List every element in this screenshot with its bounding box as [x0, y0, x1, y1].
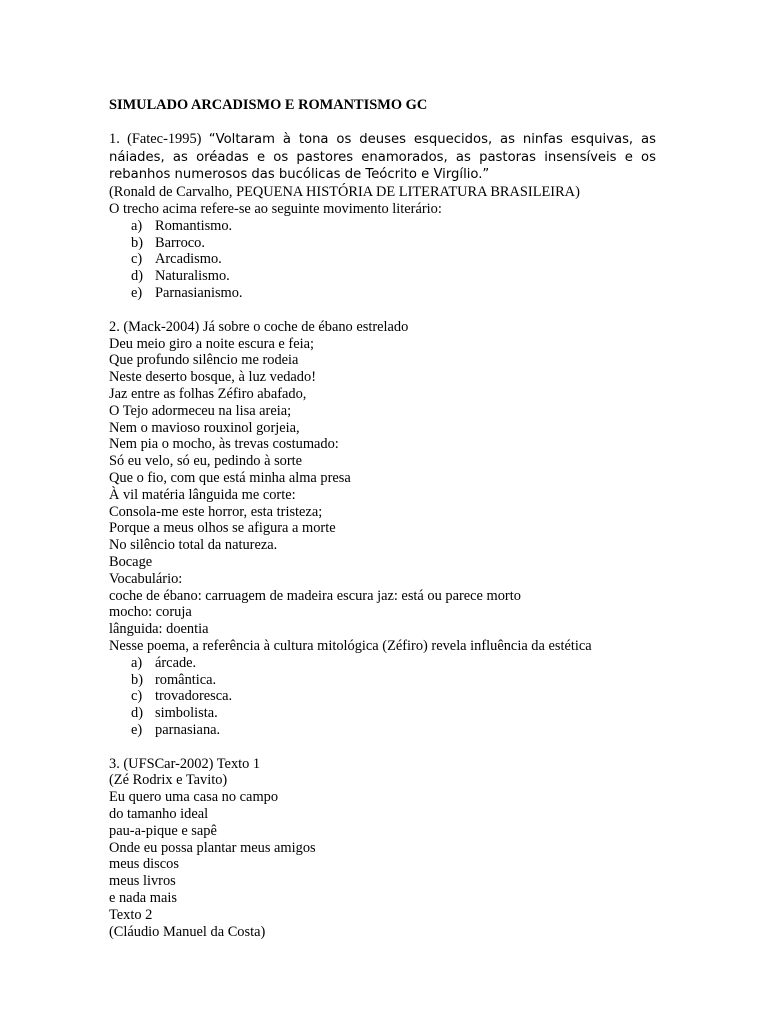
question-1-prompt: O trecho acima refere-se ao seguinte movimento literário:	[109, 200, 442, 217]
option-a	[109, 655, 656, 672]
option-d	[109, 268, 656, 285]
option-letter: e)	[131, 721, 143, 738]
text-heading: Texto 2	[109, 906, 153, 923]
option-text: Romantismo.	[155, 217, 233, 234]
vocabulary-entry: lânguida: doentia	[109, 621, 209, 638]
option-letter: c)	[131, 251, 143, 268]
spacer	[109, 302, 656, 319]
option-text: Parnasianismo.	[155, 284, 243, 301]
option-text: Barroco.	[155, 234, 205, 251]
option-letter: d)	[131, 268, 143, 285]
lyric-line: pau-a-pique e sapê	[109, 822, 217, 839]
option-text: parnasiana.	[155, 721, 221, 738]
poem-line: Porque a meus olhos se afigura a morte	[109, 520, 336, 537]
option-letter: e)	[131, 284, 143, 301]
question-3	[109, 756, 656, 941]
poem-line: No silêncio total da natureza.	[109, 537, 278, 554]
option-text: trovadoresca.	[155, 688, 233, 705]
question-2-options	[109, 655, 656, 739]
question-1-source: (Ronald de Carvalho, PEQUENA HISTÓRIA DE LITERATURA BRASILEIRA)	[109, 184, 580, 201]
lyric-line: Onde eu possa plantar meus amigos	[109, 839, 316, 856]
poem-author: Bocage	[109, 553, 153, 570]
poem-line: Neste deserto bosque, à luz vedado!	[109, 369, 316, 386]
poem-line: Que profundo silêncio me rodeia	[109, 352, 299, 369]
option-c	[109, 688, 656, 705]
poem-line: Só eu velo, só eu, pedindo à sorte	[109, 453, 303, 470]
question-1	[109, 131, 656, 302]
question-3-header: 3. (UFSCar-2002) Texto 1	[109, 755, 261, 772]
question-1-quote: “Voltaram à tona os deuses esquecidos, as ninfas esquivas, as náiades, as oréadas e os pastores enamorados, as pastoras insensíveis e os rebanhos numerosos das bucólicas de Teócrito e Virgílio.”	[109, 131, 656, 183]
lyric-line: do tamanho ideal	[109, 806, 209, 823]
option-b	[109, 672, 656, 689]
poem-line: Que o fio, com que está minha alma presa	[109, 469, 351, 486]
lyric-line: meus discos	[109, 856, 179, 873]
vocabulary-entry: coche de ébano: carruagem de madeira escura jaz: está ou parece morto	[109, 587, 521, 604]
poem-line: O Tejo adormeceu na lisa areia;	[109, 402, 292, 419]
option-e	[109, 285, 656, 302]
vocabulary-entry: mocho: coruja	[109, 604, 192, 621]
option-letter: b)	[131, 234, 143, 251]
poem-line: Nem o mavioso rouxinol gorjeia,	[109, 419, 300, 436]
poem-line: Deu meio giro a noite escura e feia;	[109, 335, 314, 352]
poem-line: 2. (Mack-2004) Já sobre o coche de ébano estrelado	[109, 318, 409, 335]
option-a	[109, 218, 656, 235]
document-title: SIMULADO ARCADISMO E ROMANTISMO GC	[109, 97, 428, 113]
spacer	[109, 114, 656, 131]
question-1-statement	[109, 131, 656, 184]
question-2-prompt: Nesse poema, a referência à cultura mitológica (Zéfiro) revela influência da estética	[109, 637, 592, 654]
lyric-line: Eu quero uma casa no campo	[109, 789, 279, 806]
option-b	[109, 235, 656, 252]
vocabulary-heading: Vocabulário:	[109, 570, 183, 587]
option-text: Arcadismo.	[155, 251, 222, 268]
lyric-line: meus livros	[109, 873, 176, 890]
option-text: simbolista.	[155, 705, 218, 722]
poem-line: Jaz entre as folhas Zéfiro abafado,	[109, 385, 307, 402]
poem-line: Consola-me este horror, esta tristeza;	[109, 503, 323, 520]
option-e	[109, 722, 656, 739]
poem-line: À vil matéria lânguida me corte:	[109, 486, 296, 503]
option-d	[109, 705, 656, 722]
document-content	[109, 97, 656, 940]
text-author: (Cláudio Manuel da Costa)	[109, 923, 266, 940]
option-text: árcade.	[155, 654, 197, 671]
spacer	[109, 739, 656, 756]
question-2	[109, 319, 656, 739]
question-1-header: 1. (Fatec-1995)	[109, 130, 202, 147]
option-letter: d)	[131, 705, 143, 722]
lyric-line: e nada mais	[109, 890, 177, 907]
option-text: Naturalismo.	[155, 268, 230, 285]
option-c	[109, 251, 656, 268]
question-1-options	[109, 218, 656, 302]
option-letter: a)	[131, 217, 143, 234]
text-author: (Zé Rodrix e Tavito)	[109, 772, 228, 789]
option-letter: c)	[131, 688, 143, 705]
option-letter: b)	[131, 671, 143, 688]
poem-line: Nem pia o mocho, às trevas costumado:	[109, 436, 339, 453]
option-letter: a)	[131, 654, 143, 671]
option-text: romântica.	[155, 671, 217, 688]
